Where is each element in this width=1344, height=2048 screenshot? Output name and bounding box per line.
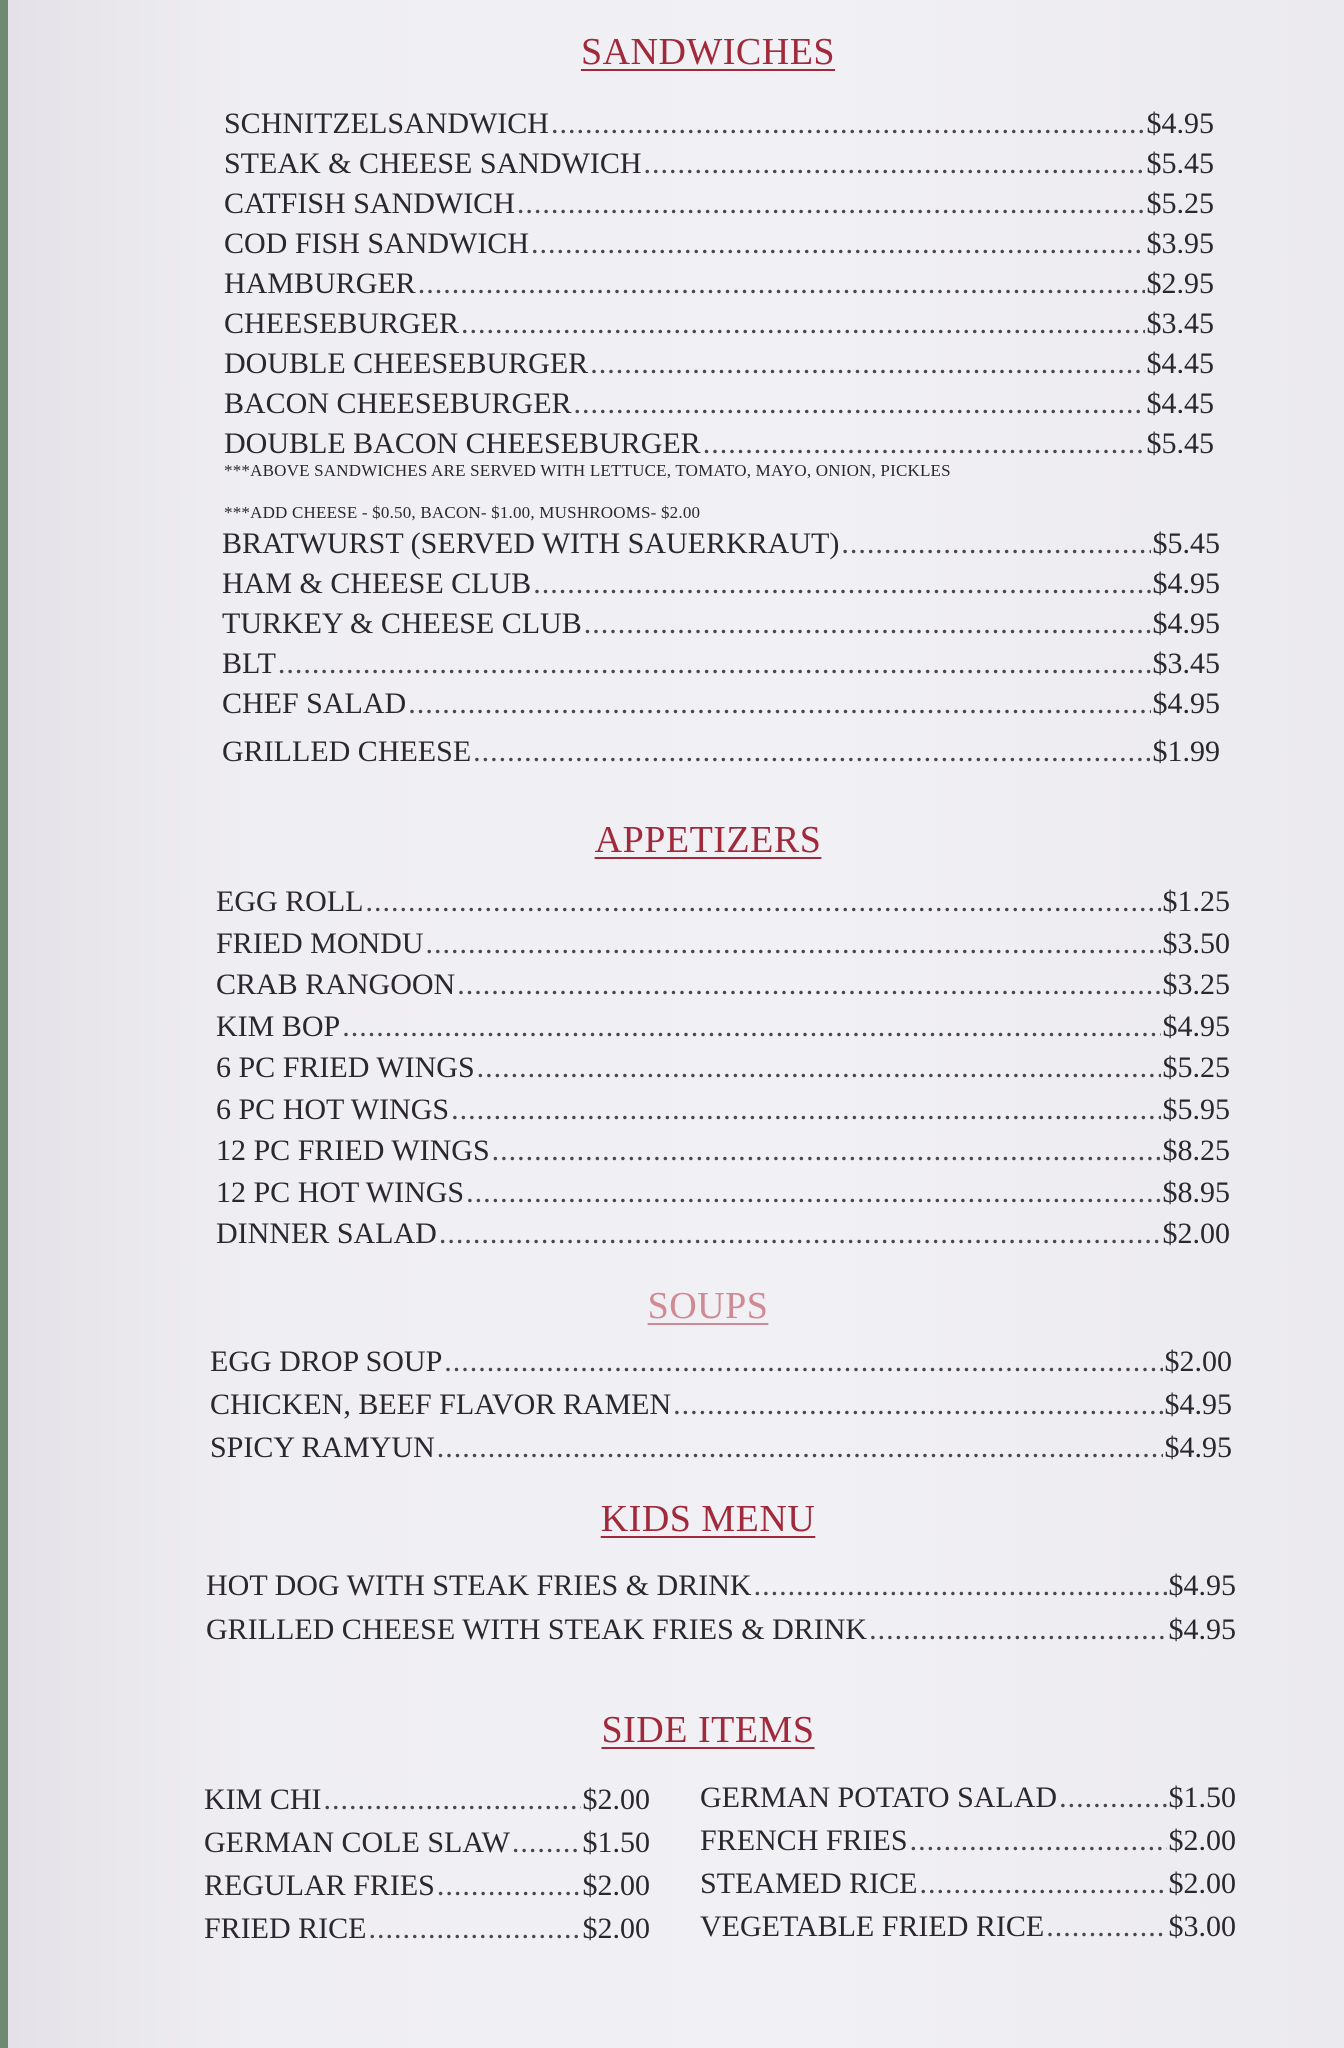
leader-dots bbox=[754, 1564, 1167, 1608]
menu-item bbox=[224, 184, 1214, 224]
menu-item bbox=[222, 564, 1220, 604]
item-name: SCHNITZELSANDWICH bbox=[224, 107, 549, 140]
menu-item bbox=[700, 1819, 1236, 1862]
item-name: HAM & CHEESE CLUB bbox=[222, 567, 532, 600]
item-price: $3.50 bbox=[1162, 926, 1230, 960]
item-name: 12 PC FRIED WINGS bbox=[216, 1134, 490, 1167]
side-items-title: SIDE ITEMS bbox=[601, 1709, 815, 1751]
item-price: $4.95 bbox=[1152, 567, 1220, 600]
leader-dots bbox=[1046, 1905, 1166, 1948]
leader-dots bbox=[473, 732, 1150, 772]
leader-dots bbox=[451, 1089, 1160, 1131]
leader-dots bbox=[673, 1383, 1162, 1426]
leader-dots bbox=[910, 1819, 1167, 1862]
item-price: $1.50 bbox=[1168, 1781, 1236, 1814]
item-name: 12 PC HOT WINGS bbox=[216, 1175, 465, 1209]
leader-dots bbox=[644, 144, 1145, 184]
menu-item bbox=[210, 1340, 1232, 1383]
menu-item bbox=[216, 1089, 1230, 1131]
item-name: FRIED RICE bbox=[204, 1912, 367, 1945]
menu-item bbox=[206, 1608, 1236, 1652]
item-price: $5.45 bbox=[1152, 527, 1220, 560]
menu-item bbox=[216, 881, 1230, 923]
leader-dots bbox=[461, 304, 1144, 344]
menu-item bbox=[224, 144, 1214, 184]
menu-item bbox=[206, 1564, 1236, 1608]
leader-dots bbox=[437, 1426, 1163, 1469]
item-name: FRIED MONDU bbox=[216, 926, 424, 960]
item-name: BRATWURST (SERVED WITH SAUERKRAUT) bbox=[222, 527, 840, 560]
item-price: $2.00 bbox=[1168, 1867, 1236, 1900]
item-price: $3.00 bbox=[1168, 1910, 1236, 1943]
leader-dots bbox=[1059, 1776, 1166, 1819]
item-price: $4.95 bbox=[1146, 107, 1214, 140]
side-items-right-list bbox=[700, 1776, 1236, 1948]
item-price: $3.45 bbox=[1152, 647, 1220, 680]
item-name: EGG ROLL bbox=[216, 885, 364, 918]
item-price: $2.00 bbox=[1164, 1345, 1232, 1378]
leader-dots bbox=[408, 684, 1150, 724]
leader-dots bbox=[574, 384, 1145, 424]
item-name: HOT DOG WITH STEAK FRIES & DRINK bbox=[206, 1569, 752, 1602]
appetizers-title: APPETIZERS bbox=[594, 819, 822, 861]
leader-dots bbox=[324, 1778, 581, 1821]
item-price: $4.95 bbox=[1164, 1431, 1232, 1464]
leader-dots bbox=[590, 344, 1144, 384]
leader-dots bbox=[365, 881, 1160, 923]
item-price: $2.00 bbox=[1168, 1824, 1236, 1857]
item-name: GRILLED CHEESE WITH STEAK FRIES & DRINK bbox=[206, 1613, 868, 1646]
soups-title: SOUPS bbox=[647, 1285, 769, 1327]
item-price: $2.00 bbox=[582, 1912, 650, 1945]
item-name: GERMAN COLE SLAW bbox=[204, 1826, 510, 1859]
leader-dots bbox=[512, 1821, 581, 1864]
menu-item bbox=[222, 604, 1220, 644]
leader-dots bbox=[457, 964, 1160, 1006]
item-price: $3.45 bbox=[1146, 307, 1214, 340]
item-name: CHICKEN, BEEF FLAVOR RAMEN bbox=[210, 1388, 672, 1421]
item-price: $4.95 bbox=[1152, 687, 1220, 720]
leader-dots bbox=[920, 1862, 1167, 1905]
item-price: $8.95 bbox=[1162, 1175, 1230, 1209]
menu-item bbox=[224, 384, 1214, 424]
item-price: $5.95 bbox=[1162, 1092, 1230, 1126]
leader-dots bbox=[584, 604, 1151, 644]
menu-item bbox=[224, 304, 1214, 344]
menu-item bbox=[222, 524, 1220, 564]
menu-item bbox=[222, 684, 1220, 724]
leader-dots bbox=[841, 524, 1150, 564]
item-name: GRILLED CHEESE bbox=[222, 735, 472, 768]
leader-dots bbox=[477, 1047, 1161, 1089]
leader-dots bbox=[551, 104, 1145, 144]
item-price: $1.25 bbox=[1162, 885, 1230, 918]
item-name: TURKEY & CHEESE CLUB bbox=[222, 607, 582, 640]
item-name: CHEF SALAD bbox=[222, 687, 407, 720]
menu-page bbox=[8, 0, 1344, 2048]
menu-item bbox=[210, 1383, 1232, 1426]
item-name: STEAK & CHEESE SANDWICH bbox=[224, 147, 642, 180]
item-price: $2.00 bbox=[582, 1869, 650, 1902]
item-price: $4.45 bbox=[1146, 387, 1214, 420]
item-name: 6 PC HOT WINGS bbox=[216, 1092, 450, 1126]
item-name: KIM BOP bbox=[216, 1009, 341, 1043]
page-edge-strip bbox=[0, 0, 8, 2048]
item-name: CHEESEBURGER bbox=[224, 307, 460, 340]
menu-item bbox=[216, 1130, 1230, 1172]
item-name: BACON CHEESEBURGER bbox=[224, 387, 572, 420]
leader-dots bbox=[531, 224, 1144, 264]
leader-dots bbox=[426, 923, 1161, 965]
menu-item bbox=[216, 1047, 1230, 1089]
kids-menu-list bbox=[206, 1564, 1236, 1652]
item-price: $4.95 bbox=[1164, 1388, 1232, 1421]
leader-dots bbox=[517, 184, 1145, 224]
soups-list bbox=[210, 1340, 1232, 1469]
item-name: DINNER SALAD bbox=[216, 1217, 437, 1250]
item-name: 6 PC FRIED WINGS bbox=[216, 1051, 475, 1084]
item-price: $5.25 bbox=[1146, 187, 1214, 220]
menu-item bbox=[224, 264, 1214, 304]
item-name: CATFISH SANDWICH bbox=[224, 187, 515, 220]
item-name: BLT bbox=[222, 647, 276, 680]
menu-item bbox=[216, 923, 1230, 965]
leader-dots bbox=[533, 564, 1150, 604]
item-price: $1.99 bbox=[1152, 735, 1220, 768]
item-price: $4.95 bbox=[1152, 607, 1220, 640]
sandwich-note-add-ons: ***ADD CHEESE - $0.50, BACON- $1.00, MUSHROOMS- $2.00 bbox=[224, 503, 701, 522]
item-price: $1.50 bbox=[582, 1826, 650, 1859]
leader-dots bbox=[437, 1864, 581, 1907]
item-name: COD FISH SANDWICH bbox=[224, 227, 530, 260]
leader-dots bbox=[703, 424, 1145, 464]
item-name: DOUBLE CHEESEBURGER bbox=[224, 347, 589, 380]
leader-dots bbox=[369, 1907, 581, 1950]
item-price: $2.00 bbox=[1162, 1217, 1230, 1250]
menu-item bbox=[224, 424, 1214, 464]
sandwiches-list-a bbox=[224, 104, 1214, 464]
item-name: VEGETABLE FRIED RICE bbox=[700, 1910, 1045, 1943]
item-price: $4.95 bbox=[1168, 1613, 1236, 1646]
menu-item bbox=[700, 1776, 1236, 1819]
menu-item bbox=[204, 1864, 650, 1907]
menu-item bbox=[204, 1778, 650, 1821]
item-name: STEAMED RICE bbox=[700, 1867, 918, 1900]
kids-menu-title: KIDS MENU bbox=[600, 1498, 816, 1540]
item-name: REGULAR FRIES bbox=[204, 1869, 435, 1902]
leader-dots bbox=[278, 644, 1151, 684]
leader-dots bbox=[492, 1130, 1161, 1172]
item-price: $5.25 bbox=[1162, 1051, 1230, 1084]
sandwiches-title: SANDWICHES bbox=[580, 31, 836, 73]
menu-item bbox=[210, 1426, 1232, 1469]
menu-item bbox=[224, 104, 1214, 144]
item-name: KIM CHI bbox=[204, 1783, 322, 1816]
menu-item bbox=[216, 1172, 1230, 1214]
leader-dots bbox=[439, 1213, 1161, 1255]
item-price: $3.25 bbox=[1162, 968, 1230, 1001]
side-items-left-list bbox=[204, 1778, 650, 1950]
item-price: $5.45 bbox=[1146, 427, 1214, 460]
sandwiches-list-b bbox=[222, 524, 1220, 772]
item-name: FRENCH FRIES bbox=[700, 1824, 908, 1857]
item-name: GERMAN POTATO SALAD bbox=[700, 1781, 1058, 1814]
menu-item bbox=[222, 732, 1220, 772]
menu-item bbox=[222, 644, 1220, 684]
item-price: $8.25 bbox=[1162, 1134, 1230, 1167]
leader-dots bbox=[466, 1172, 1160, 1214]
item-name: EGG DROP SOUP bbox=[210, 1345, 443, 1378]
item-name: HAMBURGER bbox=[224, 267, 416, 300]
menu-item bbox=[216, 1006, 1230, 1048]
menu-item bbox=[204, 1907, 650, 1950]
menu-item bbox=[700, 1905, 1236, 1948]
leader-dots bbox=[869, 1608, 1166, 1652]
item-name: DOUBLE BACON CHEESEBURGER bbox=[224, 427, 701, 460]
item-name: SPICY RAMYUN bbox=[210, 1431, 435, 1464]
item-price: $4.45 bbox=[1146, 347, 1214, 380]
leader-dots bbox=[444, 1340, 1162, 1383]
leader-dots bbox=[342, 1006, 1160, 1048]
item-name: CRAB RANGOON bbox=[216, 968, 456, 1001]
menu-item bbox=[216, 1213, 1230, 1255]
item-price: $4.95 bbox=[1168, 1569, 1236, 1602]
item-price: $3.95 bbox=[1146, 227, 1214, 260]
menu-item bbox=[204, 1821, 650, 1864]
item-price: $2.95 bbox=[1146, 267, 1214, 300]
item-price: $5.45 bbox=[1146, 147, 1214, 180]
leader-dots bbox=[418, 264, 1145, 304]
menu-item bbox=[224, 344, 1214, 384]
appetizers-list bbox=[216, 881, 1230, 1255]
menu-item bbox=[700, 1862, 1236, 1905]
item-price: $2.00 bbox=[582, 1783, 650, 1816]
menu-item bbox=[224, 224, 1214, 264]
item-price: $4.95 bbox=[1162, 1009, 1230, 1043]
menu-item bbox=[216, 964, 1230, 1006]
sandwich-note-served-with: ***ABOVE SANDWICHES ARE SERVED WITH LETTUCE, TOMATO, MAYO, ONION, PICKLES bbox=[224, 461, 951, 480]
